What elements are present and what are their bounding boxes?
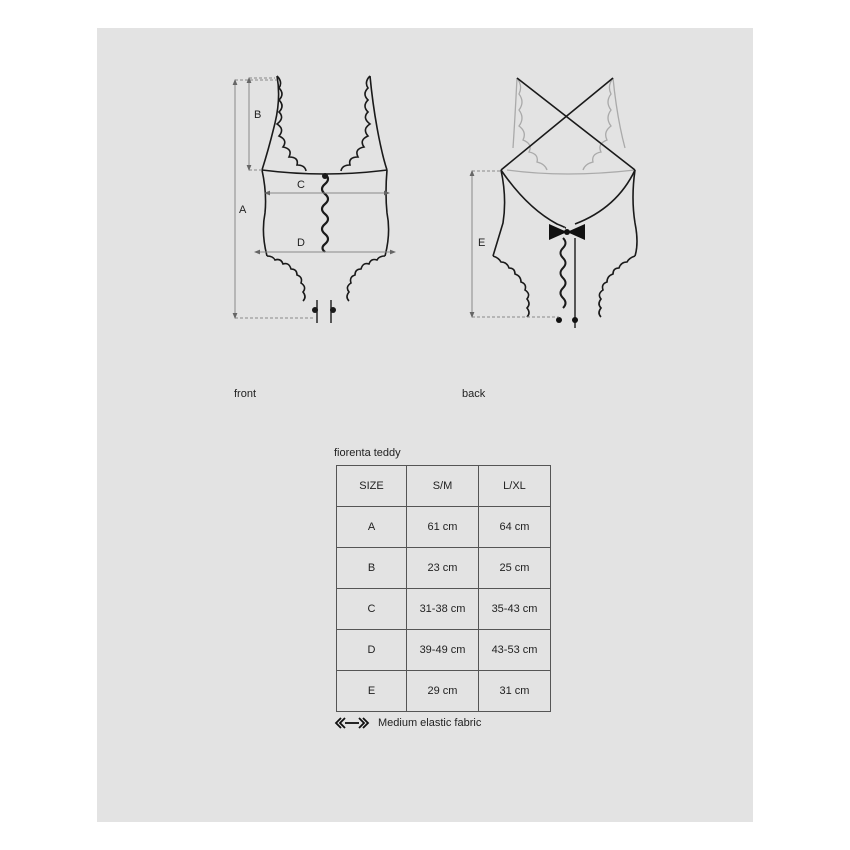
table-cell: 31-38 cm — [407, 589, 479, 630]
table-cell: 39-49 cm — [407, 630, 479, 671]
dim-label-a: A — [239, 204, 247, 216]
table-cell: 23 cm — [407, 548, 479, 589]
table-cell: A — [337, 507, 407, 548]
garment-illustrations — [97, 28, 753, 428]
dim-label-d: D — [297, 237, 305, 249]
header-cell: S/M — [407, 466, 479, 507]
legend-text: Medium elastic fabric — [378, 717, 482, 729]
back-view — [493, 78, 637, 328]
table-row — [337, 548, 551, 589]
table-row — [337, 671, 551, 712]
table-cell: 61 cm — [407, 507, 479, 548]
table-cell: 29 cm — [407, 671, 479, 712]
table-row — [337, 589, 551, 630]
table-cell: 35-43 cm — [479, 589, 551, 630]
table-header-row — [337, 466, 551, 507]
table-cell: D — [337, 630, 407, 671]
header-cell: SIZE — [337, 466, 407, 507]
back-caption: back — [462, 388, 486, 400]
table-title: fiorenta teddy — [334, 447, 401, 459]
elastic-arrows-icon — [334, 716, 370, 730]
front-caption: front — [234, 388, 257, 400]
size-table — [336, 465, 551, 712]
table-cell: 64 cm — [479, 507, 551, 548]
table-row — [337, 507, 551, 548]
back-bow — [549, 224, 585, 323]
dim-label-b: B — [254, 109, 262, 121]
front-view — [262, 76, 389, 323]
table-row — [337, 630, 551, 671]
size-chart-sheet — [97, 28, 753, 822]
dim-label-c: C — [297, 179, 305, 191]
table-cell: E — [337, 671, 407, 712]
table-cell: C — [337, 589, 407, 630]
dim-label-e: E — [478, 237, 486, 249]
header-cell: L/XL — [479, 466, 551, 507]
table-cell: B — [337, 548, 407, 589]
table-cell: 31 cm — [479, 671, 551, 712]
elastic-legend — [334, 716, 481, 730]
table-cell: 43-53 cm — [479, 630, 551, 671]
table-cell: 25 cm — [479, 548, 551, 589]
